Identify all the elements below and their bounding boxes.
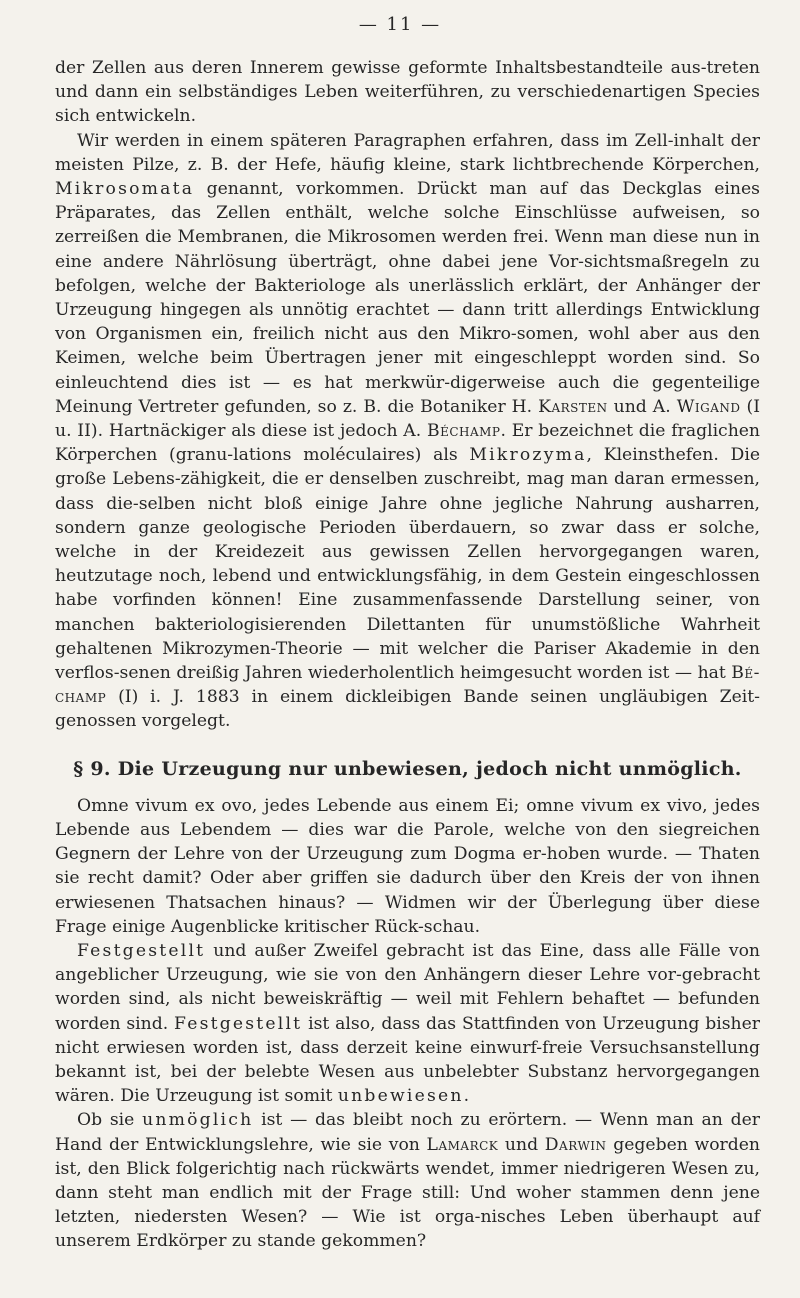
author-name: Wigand: [676, 396, 741, 417]
text-run: .: [463, 1086, 470, 1107]
emphasized-term: Festgestellt: [77, 940, 206, 961]
text-run: (I) i. J. 1883 in einem dickleibigen Bande seinen ungläubigen Zeit-genossen vorgelegt.: [55, 687, 760, 732]
author-name: Lamarck: [426, 1134, 499, 1155]
section-before-heading: [55, 56, 760, 734]
section-after-heading: [55, 794, 760, 1254]
section-heading: § 9. Die Urzeugung nur unbewiesen, jedoch nicht unmöglich.: [73, 757, 742, 780]
text-run: , Kleinsthefen. Die große Lebens-zähigkeit, die er denselben zuschreibt, mag man daran ermessen, dass die-selben nicht bloß einige Jahre ohne jegliche Nahrung ausharren, sondern ganze geologische Perioden überdauern, so zwar dass er solche, welche in der Kreidezeit aus gewissen Zellen hervorgegangen waren, heutzutage noch, lebend und entwicklungsfähig, in dem Gestein eingeschlossen habe vorfinden können! Eine zusammenfassende Darstellung seiner, von manchen bakteriologisierenden Dilettanten für unumstößliche Wahrheit gehaltenen Mikrozymen-Theorie — mit welcher die Pariser Akademie in den verflos-senen dreißig Jahren wiederholentlich heimgesucht worden ist — hat: [55, 445, 760, 684]
paragraph: [55, 794, 760, 939]
text-run: der Zellen aus deren Innerem gewisse geformte Inhaltsbestandteile aus-treten und dann ein selbständiges Leben weiterführen, zu verschiedenartigen Species sich entwickeln.: [55, 58, 760, 127]
text-run: Omne vivum ex ovo, jedes Lebende aus einem Ei; omne vivum ex vivo, jedes Lebende aus Lebendem — dies war die Parole, welche von den siegreichen Gegnern der Lehre von der Urzeugung zum Dogma er-hoben wurde. — Thaten sie recht damit? Oder aber griffen sie dadurch über den Kreis der von ihnen erwiesenen Thatsachen hinaus? — Widmen wir der Überlegung über diese Frage einige Augenblicke kritischer Rück-schau.: [55, 795, 760, 937]
emphasized-term: unmöglich: [142, 1110, 254, 1131]
emphasized-term: unbewiesen: [337, 1086, 464, 1107]
text-run: und A.: [607, 396, 677, 417]
paragraph: [55, 939, 760, 1108]
text-run: gegeben worden ist, den Blick folgerichtig nach rückwärts wendet, immer niedrigeren Wesen zu, dann steht man endlich mit der Frage still: Und woher stammen denn jene letzten, niedersten Wesen? — Wie ist orga-nisches Leben überhaupt auf unserem Erdkörper zu stande gekommen?: [55, 1134, 760, 1252]
emphasized-term: Mikrosomata: [55, 179, 195, 200]
text-run: und außer Zweifel gebracht ist das Eine, dass alle Fälle von angeblicher Urzeugung, wie sie von den Anhängern dieser Lehre vor-gebracht worden sind, als nicht beweiskräftig — weil mit Fehlern behaftet — befunden worden sind.: [55, 940, 760, 1034]
text-run: Wir werden in einem späteren Paragraphen erfahren, dass im Zell-inhalt der meisten Pilze, z. B. der Hefe, häufig kleine, stark lichtbrechende Körperchen,: [55, 130, 760, 175]
emphasized-term: Festgestellt: [174, 1013, 303, 1034]
paragraph: [55, 1108, 760, 1253]
text-run: genannt, vorkommen. Drückt man auf das Deckglas eines Präparates, das Zellen enthält, welche solche Einschlüsse aufweisen, so zerreißen die Membranen, die Mikrosomen werden frei. Wenn man diese nun in eine andere Nährlösung überträgt, ohne dabei jene Vor-sichtsmaßregeln zu befolgen, welche der Bakteriologe als unerlässlich erklärt, der Anhänger der Urzeugung hingegen als unnötig erachtet — dann tritt allerdings Entwicklung von Organismen ein, freilich nicht aus den Mikro-somen, wohl aber aus den Keimen, welche beim Übertragen jener mit eingeschleppt worden sind. So einleuchtend dies ist — es hat merkwür-digerweise auch die gegenteilige Meinung Vertreter gefunden, so z. B. die Botaniker H.: [55, 179, 760, 417]
text-run: und: [498, 1134, 545, 1155]
text-run: Ob sie: [77, 1110, 143, 1131]
paragraph: [55, 56, 760, 129]
text-run: . Er bezeichnet die fraglichen Körperchen (granu-lations moléculaires) als: [55, 421, 760, 466]
paragraph: [55, 129, 760, 734]
author-name: Karsten: [538, 396, 608, 417]
page-number: — 11 —: [358, 14, 442, 35]
text-run: ist also, dass das Stattfinden von Urzeugung bisher nicht erwiesen worden ist, dass derzeit keine einwurf-freie Versuchsanstellung bekannt ist, bei der belebte Wesen aus unbelebter Substanz hervorgegangen wären. Die Urzeugung ist somit: [55, 1013, 760, 1107]
author-name: Darwin: [544, 1134, 607, 1155]
text-run: ist — das bleibt noch zu erörtern. — Wenn man an der Hand der Entwicklungslehre, wie sie von: [55, 1110, 760, 1155]
author-name: Bé-champ: [55, 663, 760, 708]
author-name: Béchamp: [426, 421, 501, 442]
text-run: (I u. II). Hartnäckiger als diese ist jedoch A.: [55, 396, 760, 442]
emphasized-term: Mikrozyma: [469, 445, 587, 466]
